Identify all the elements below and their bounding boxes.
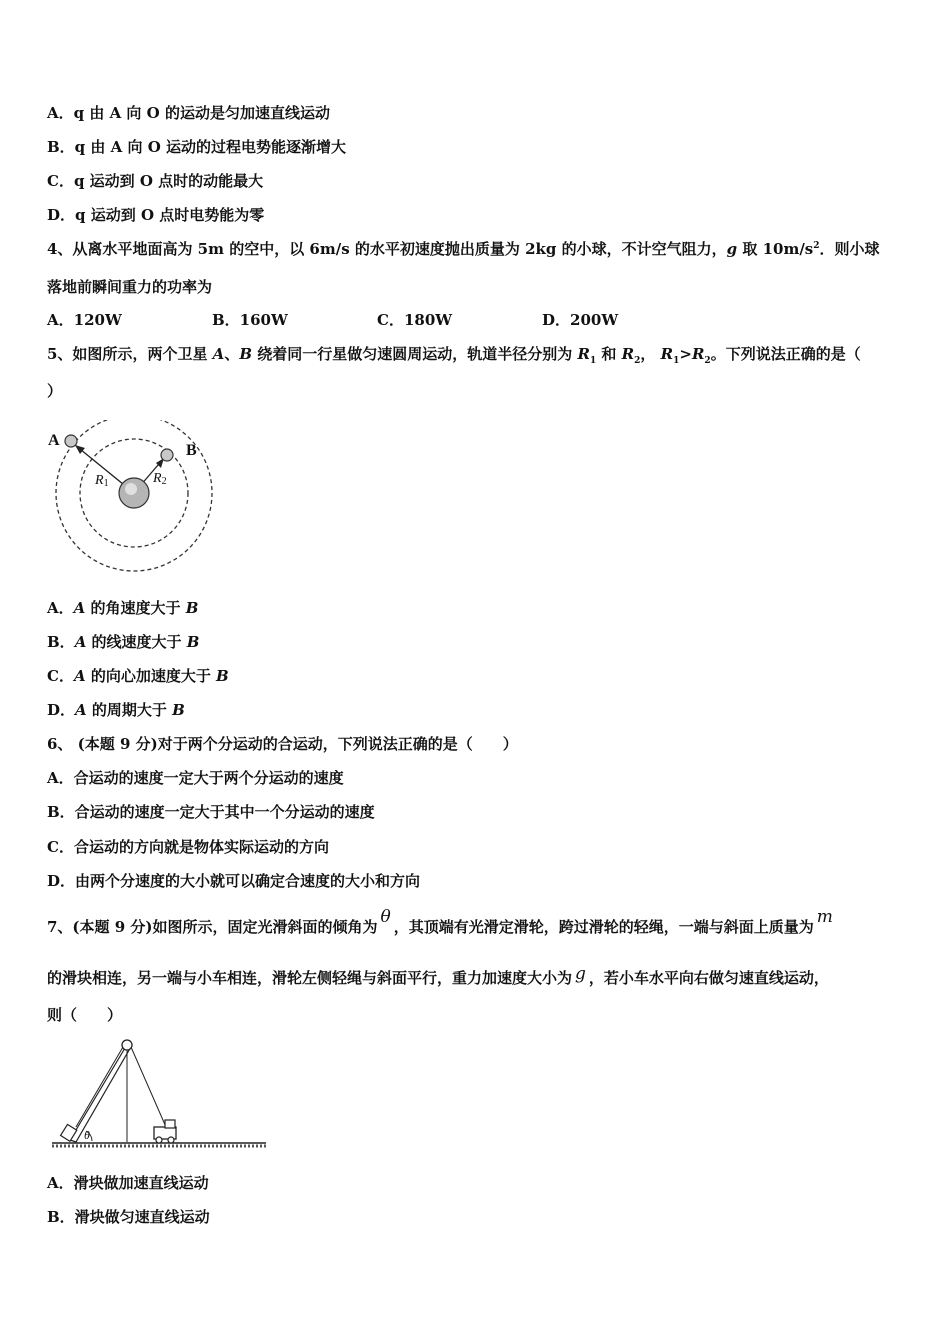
q5-r2: R: [621, 345, 635, 363]
q5-option-a-object: B: [185, 599, 199, 617]
q7-rope-left: [76, 1047, 123, 1127]
q5-option-b-prefix: B．: [47, 633, 75, 651]
q7-cart-wheel-left: [156, 1137, 162, 1143]
q6-option-b: B．合运动的速度一定大于其中一个分运动的速度: [47, 803, 375, 821]
q5-r2-cmp: R: [691, 345, 705, 363]
q7-incline-figure: [48, 1035, 270, 1157]
q5-option-d-text: 的周期大于: [86, 701, 173, 719]
q5-option-d-object: B: [172, 701, 185, 719]
q5-stem-line2: ）: [47, 382, 63, 400]
q5-option-c-text: 的向心加速度大于: [85, 667, 217, 685]
q5-sat-a: A: [212, 345, 225, 363]
q5-option-d-prefix: D．: [47, 701, 76, 719]
q7-stem-line3: 则（ ）: [47, 1006, 123, 1024]
q5-label-b: B: [186, 442, 197, 459]
q5-planet-highlight: [125, 483, 137, 495]
q7-stem-text-a: 7、(本题 9 分)如图所示，固定光滑斜面的倾角为: [47, 918, 378, 936]
q5-r1-cmp-sub: 1: [673, 356, 680, 366]
q7-cart-cab: [165, 1120, 175, 1128]
q5-label-r1-sub: 1: [103, 478, 109, 489]
q5-sat-b: B: [239, 345, 253, 363]
q5-option-c-subject: A: [73, 667, 86, 685]
q4-stem: [47, 238, 880, 259]
q7-stem-line2: [47, 964, 829, 988]
q4-superscript: 2: [813, 241, 820, 251]
q5-option-a-text: 的角速度大于: [85, 599, 186, 617]
q3-option-a: A．q 由 A 向 O 的运动是匀加速直线运动: [47, 104, 330, 122]
q5-gt: >: [679, 345, 692, 363]
q5-label-r2-main: R: [153, 471, 162, 486]
q7-cart-wheel-right: [168, 1137, 174, 1143]
q4-stem-line2: 落地前瞬间重力的功率为: [47, 278, 213, 296]
q7-pulley: [122, 1040, 132, 1050]
q5-option-b-object: B: [186, 633, 200, 651]
q4-option-d: D．200W: [542, 311, 619, 329]
q5-label-r2-sub: 2: [161, 476, 167, 487]
q5-r1-cmp: R: [660, 345, 674, 363]
q6-option-d: D．由两个分速度的大小就可以确定合速度的大小和方向: [47, 872, 421, 890]
q5-option-a-subject: A: [73, 599, 86, 617]
q4-g-symbol: g: [726, 240, 738, 258]
q5-option-b-subject: A: [74, 633, 87, 651]
q4-stem-text-c: ．则小球: [819, 240, 880, 258]
q4-stem-text-b: 取 10m/s: [737, 240, 814, 258]
q5-option-a: [47, 597, 198, 618]
q7-theta-symbol: θ: [380, 907, 391, 927]
q5-orbit-figure: [40, 420, 230, 580]
q7-stem-text-b: ，其顶端有光滑定滑轮，跨过滑轮的轻绳，一端与斜面上质量为: [393, 918, 814, 936]
q4-option-b: B．160W: [212, 311, 288, 329]
q5-label-r1: [94, 473, 109, 489]
q5-r2-cmp-sub: 2: [704, 356, 711, 366]
q7-angle-label: θ: [84, 1128, 90, 1142]
q5-option-b-text: 的线速度大于: [86, 633, 187, 651]
q5-r1: R: [577, 345, 590, 363]
q5-label-r1-main: R: [95, 473, 104, 488]
q6-stem: 6、 (本题 9 分)对于两个分运动的合运动，下列说法正确的是（ ）: [47, 735, 518, 753]
q4-option-a: A．120W: [47, 311, 122, 329]
q5-stem-end: 。下列说法正确的是（: [710, 345, 861, 363]
q4-stem-text-a: 4、从离水平地面高为 5m 的空中，以 6m/s 的水平初速度抛出质量为 2kg 的小球，不计空气阻力，: [47, 240, 727, 258]
q7-option-a: A．滑块做加速直线运动: [47, 1174, 209, 1192]
q5-option-c-object: B: [216, 667, 229, 685]
q7-incline-plank: [70, 1043, 132, 1142]
q7-m-symbol: m: [816, 907, 833, 927]
q5-r2-sub: 2: [634, 356, 641, 366]
q7-stem: [47, 907, 833, 937]
q3-option-b: B．q 由 A 向 O 运动的过程电势能逐渐增大: [47, 138, 346, 156]
q3-option-d: D．q 运动到 O 点时电势能为零: [47, 206, 265, 224]
q6-option-a: A．合运动的速度一定大于两个分运动的速度: [47, 769, 344, 787]
q5-stem: [47, 343, 861, 366]
q5-r1-sub: 1: [589, 356, 597, 366]
q5-option-a-prefix: A．: [47, 599, 74, 617]
q4-option-c: C．180W: [377, 311, 453, 329]
q5-option-d: [47, 699, 185, 720]
q5-stem-pre: 5、如图所示，两个卫星: [47, 345, 213, 363]
q6-option-c: C．合运动的方向就是物体实际运动的方向: [47, 838, 329, 856]
q5-stem-mid: 绕着同一行星做匀速圆周运动，轨道半径分别为: [252, 345, 578, 363]
q5-option-c: [47, 665, 229, 686]
q7-rope-right: [131, 1047, 166, 1127]
q5-satellite-a: [65, 435, 77, 447]
q5-satellite-b: [161, 449, 173, 461]
q7-g-symbol: g: [575, 964, 586, 984]
q3-option-c: C．q 运动到 O 点时的动能最大: [47, 172, 264, 190]
q5-label-a: A: [48, 432, 60, 449]
q5-sep: 、: [224, 345, 240, 363]
q7-option-b: B．滑块做匀速直线运动: [47, 1208, 210, 1226]
q7-line2-text-a: 的滑块相连，另一端与小车相连，滑轮左侧轻绳与斜面平行，重力加速度大小为: [47, 969, 573, 987]
q5-option-d-subject: A: [75, 701, 87, 719]
q5-option-b: [47, 631, 199, 652]
q5-label-r2: [152, 471, 167, 487]
q7-line2-text-b: ，若小车水平向右做匀速直线运动，: [588, 969, 829, 987]
q5-option-c-prefix: C．: [47, 667, 74, 685]
q5-comma: ，: [640, 345, 656, 363]
q5-and: 和: [596, 345, 622, 363]
